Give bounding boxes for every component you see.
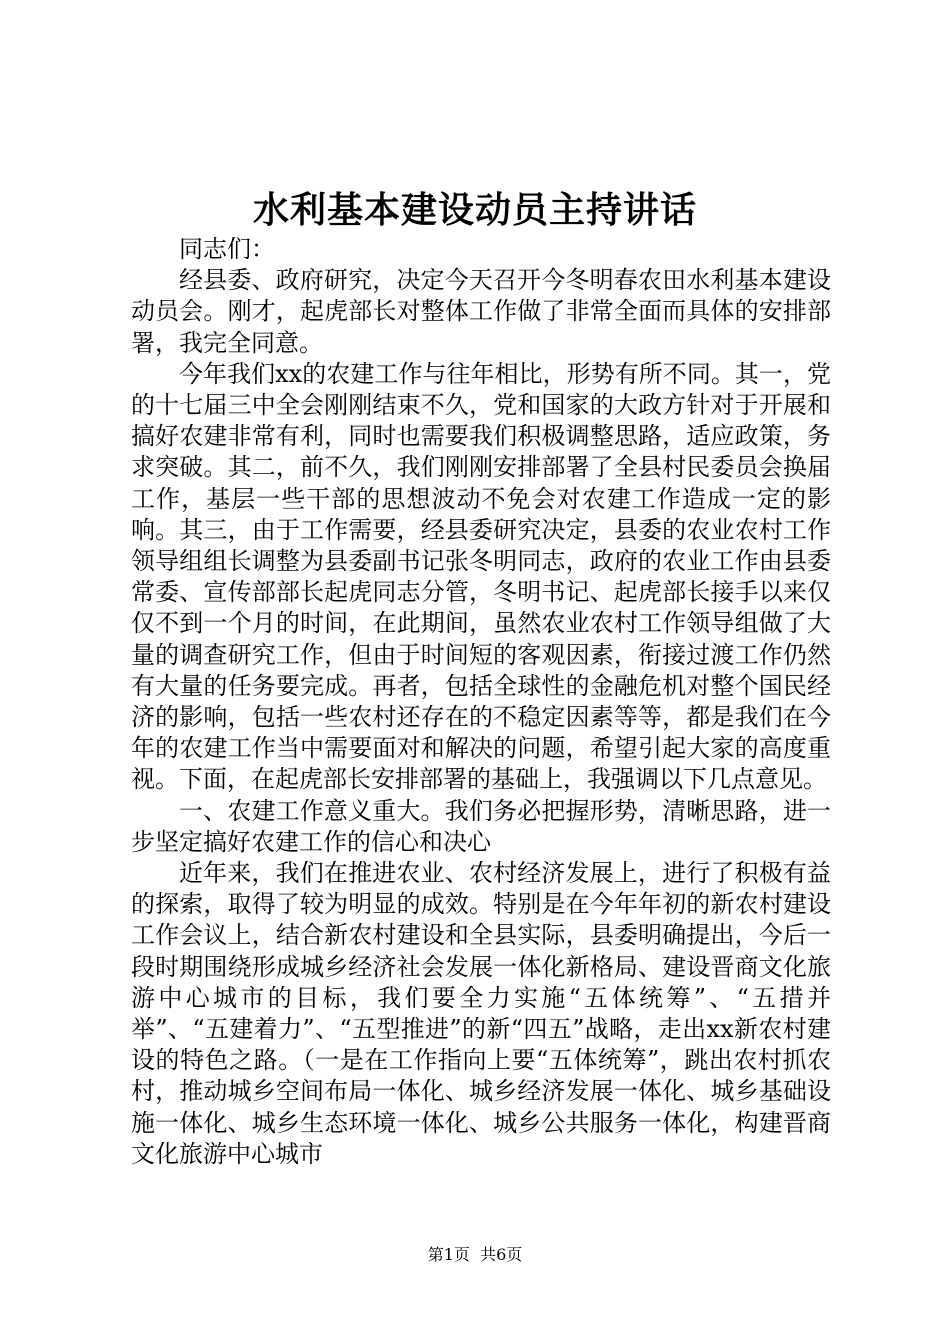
paragraph-2: 今年我们xx的农建工作与往年相比，形势有所不同。其一，党的十七届三中全会刚刚结束不久，党和国家的大政方针对于开展和搞好农建非常有利，同时也需要我们积极调整思路，适应政策，务求突破。其二，前不久，我们刚刚安排部署了全县村民委员会换届工作，基层一些干部的思想波动不免会对农建工作造成一定的影响。其三，由于工作需要，经县委研究决定，县委的农业农村工作领导组组长调整为县委副书记张冬明同志，政府的农业工作由县委常委、宣传部部长起虎同志分管，冬明书记、起虎部长接手以来仅仅不到一个月的时间，在此期间，虽然农业农村工作领导组做了大量的调查研究工作，但由于时间短的客观因素，衔接过渡工作仍然有大量的任务要完成。再者，包括全球性的金融危机对整个国民经济的影响，包括一些农村还存在的不稳定因素等等，都是我们在今年的农建工作当中需要面对和解决的问题，希望引起大家的高度重视。下面，在起虎部长安排部署的基础上，我强调以下几点意见。: [131, 359, 831, 794]
document-title: 水利基本建设动员主持讲话: [252, 189, 697, 231]
paragraph-1: 经县委、政府研究，决定今天召开今冬明春农田水利基本建设动员会。刚才，起虎部长对整体工作做了非常全面而具体的安排部署，我完全同意。: [131, 266, 831, 357]
page-number: 第1页: [427, 1245, 470, 1264]
page-footer: [0, 1244, 950, 1266]
paragraph-3: 一、农建工作意义重大。我们务必把握形势，清晰思路，进一步坚定搞好农建工作的信心和决心: [131, 796, 831, 856]
page-total: 共6页: [480, 1245, 523, 1264]
document-body: [131, 234, 831, 1170]
greeting: 同志们：: [179, 235, 275, 263]
paragraph-4: 近年来，我们在推进农业、农村经济发展上，进行了积极有益的探索，取得了较为明显的成效。特别是在今年年初的新农村建设工作会议上，结合新农村建设和全县实际，县委明确提出，今后一段时期围绕形成城乡经济社会发展一体化新格局、建设晋商文化旅游中心城市的目标，我们要全力实施“五体统筹”、“五措并举”、“五建着力”、“五型推进”的新“四五”战略，走出xx新农村建设的特色之路。（一是在工作指向上要“五体统筹”，跳出农村抓农村，推动城乡空间布局一体化、城乡经济发展一体化、城乡基础设施一体化、城乡生态环境一体化、城乡公共服务一体化，构建晋商文化旅游中心城市: [131, 859, 831, 1168]
